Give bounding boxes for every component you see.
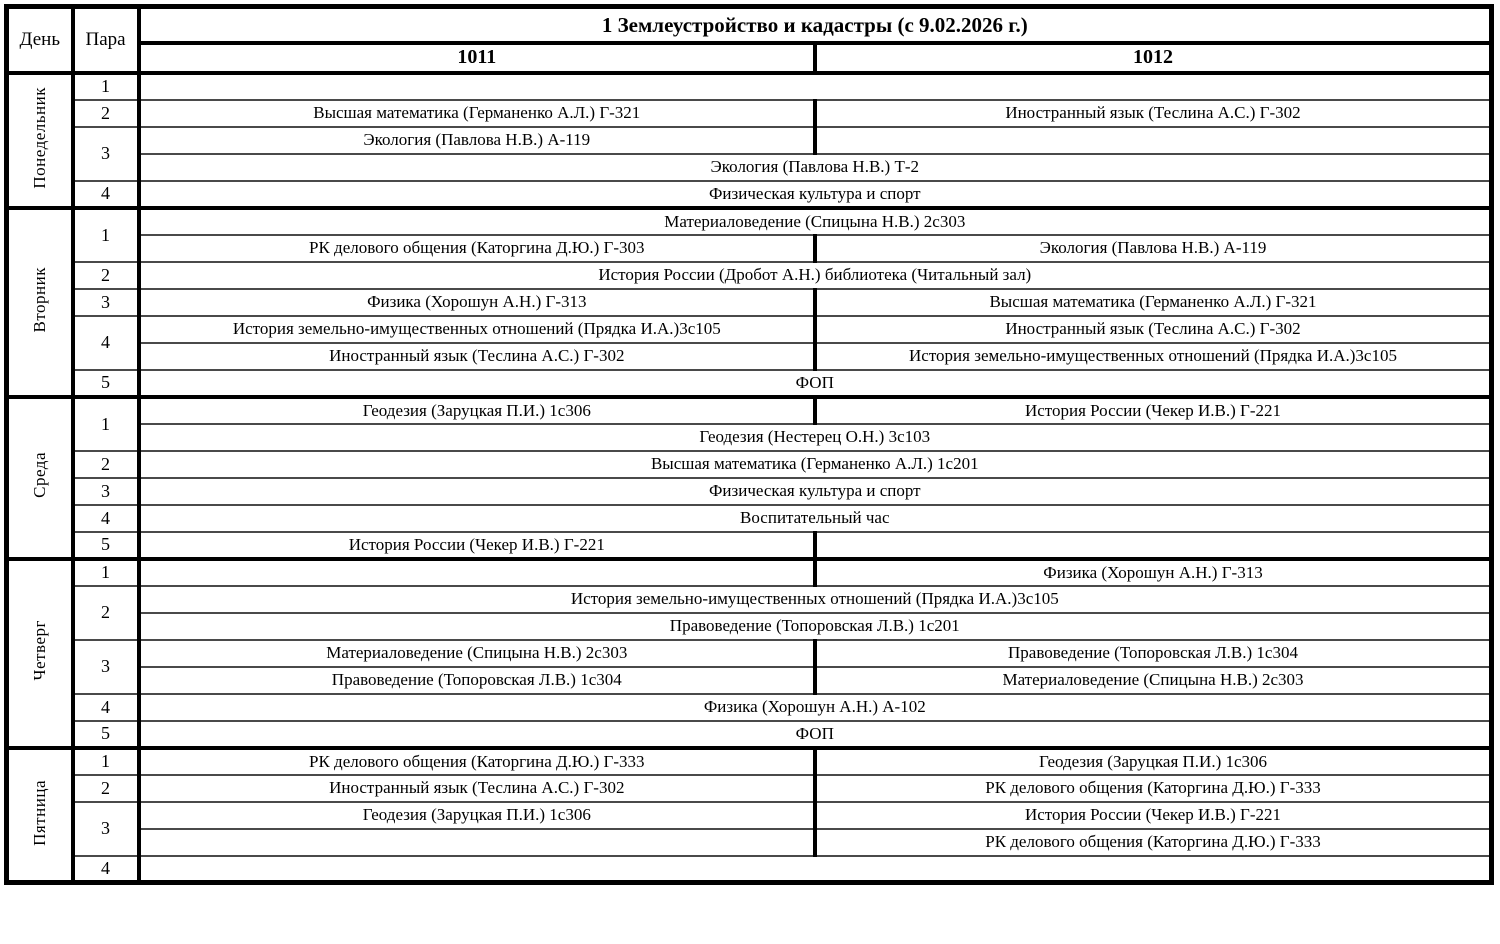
lesson-cell: Экология (Павлова Н.В.) А-119 — [139, 127, 815, 154]
pair-number: 2 — [73, 775, 139, 802]
pair-number: 1 — [73, 748, 139, 775]
pair-number: 1 — [73, 208, 139, 262]
pair-number: 3 — [73, 640, 139, 694]
pair-number: 3 — [73, 289, 139, 316]
pair-number: 2 — [73, 451, 139, 478]
lesson-cell: Иностранный язык (Теслина А.С.) Г-302 — [139, 775, 815, 802]
empty-lesson-cell — [139, 559, 815, 586]
lesson-cell: Физика (Хорошун А.Н.) А-102 — [139, 694, 1492, 721]
lesson-cell: История земельно-имущественных отношений (Прядка И.А.)3с105 — [139, 586, 1492, 613]
empty-lesson-cell — [139, 829, 815, 856]
pair-number: 2 — [73, 100, 139, 127]
pair-number: 5 — [73, 721, 139, 748]
pair-number: 4 — [73, 505, 139, 532]
schedule-table-container — [4, 4, 1494, 885]
pair-column-header: Пара — [73, 7, 139, 73]
day-cell — [7, 73, 73, 208]
timetable — [4, 4, 1494, 885]
pair-number: 3 — [73, 478, 139, 505]
lesson-cell: Иностранный язык (Теслина А.С.) Г-302 — [815, 100, 1492, 127]
lesson-cell: РК делового общения (Каторгина Д.Ю.) Г-333 — [815, 829, 1492, 856]
pair-number: 1 — [73, 559, 139, 586]
day-label: Четверг — [29, 620, 49, 681]
lesson-cell: История России (Чекер И.В.) Г-221 — [815, 397, 1492, 424]
lesson-cell: РК делового общения (Каторгина Д.Ю.) Г-303 — [139, 235, 815, 262]
lesson-cell: Высшая математика (Германенко А.Л.) 1с201 — [139, 451, 1492, 478]
group-header-1011: 1011 — [139, 43, 815, 73]
lesson-cell: ФОП — [139, 370, 1492, 397]
lesson-cell: Материаловедение (Спицына Н.В.) 2с303 — [139, 640, 815, 667]
lesson-cell: Правоведение (Топоровская Л.В.) 1с304 — [139, 667, 815, 694]
day-cell — [7, 208, 73, 397]
day-label: Понедельник — [29, 86, 49, 189]
pair-number: 4 — [73, 316, 139, 370]
lesson-cell: РК делового общения (Каторгина Д.Ю.) Г-333 — [815, 775, 1492, 802]
lesson-cell: История России (Дробот А.Н.) библиотека (Читальный зал) — [139, 262, 1492, 289]
pair-number: 5 — [73, 370, 139, 397]
lesson-cell: История земельно-имущественных отношений (Прядка И.А.)3с105 — [139, 316, 815, 343]
lesson-cell: Геодезия (Нестерец О.Н.) 3с103 — [139, 424, 1492, 451]
day-label: Среда — [29, 452, 49, 499]
lesson-cell: Геодезия (Заруцкая П.И.) 1с306 — [139, 802, 815, 829]
lesson-cell: Физика (Хорошун А.Н.) Г-313 — [815, 559, 1492, 586]
pair-number: 1 — [73, 73, 139, 100]
pair-number: 4 — [73, 694, 139, 721]
lesson-cell: Воспитательный час — [139, 505, 1492, 532]
lesson-cell: Геодезия (Заруцкая П.И.) 1с306 — [815, 748, 1492, 775]
lesson-cell: Физическая культура и спорт — [139, 478, 1492, 505]
lesson-cell: Материаловедение (Спицына Н.В.) 2с303 — [139, 208, 1492, 235]
pair-number: 2 — [73, 262, 139, 289]
day-label: Вторник — [29, 266, 49, 333]
lesson-cell: Высшая математика (Германенко А.Л.) Г-321 — [815, 289, 1492, 316]
lesson-cell: Правоведение (Топоровская Л.В.) 1с201 — [139, 613, 1492, 640]
lesson-cell: Материаловедение (Спицына Н.В.) 2с303 — [815, 667, 1492, 694]
lesson-cell: Экология (Павлова Н.В.) А-119 — [815, 235, 1492, 262]
day-cell — [7, 559, 73, 748]
lesson-cell: История России (Чекер И.В.) Г-221 — [815, 802, 1492, 829]
pair-number: 3 — [73, 127, 139, 181]
lesson-cell: Экология (Павлова Н.В.) Т-2 — [139, 154, 1492, 181]
schedule-title: 1 Землеустройство и кадастры (с 9.02.2026 г.) — [139, 7, 1492, 43]
day-cell — [7, 397, 73, 559]
lesson-cell: ФОП — [139, 721, 1492, 748]
pair-number: 5 — [73, 532, 139, 559]
lesson-cell: РК делового общения (Каторгина Д.Ю.) Г-333 — [139, 748, 815, 775]
lesson-cell: Правоведение (Топоровская Л.В.) 1с304 — [815, 640, 1492, 667]
pair-number: 4 — [73, 181, 139, 208]
group-header-1012: 1012 — [815, 43, 1492, 73]
day-label: Пятница — [29, 779, 49, 846]
empty-lesson-cell — [815, 127, 1492, 154]
empty-lesson-cell — [139, 856, 1492, 883]
lesson-cell: Физическая культура и спорт — [139, 181, 1492, 208]
lesson-cell: Геодезия (Заруцкая П.И.) 1с306 — [139, 397, 815, 424]
lesson-cell: Высшая математика (Германенко А.Л.) Г-321 — [139, 100, 815, 127]
lesson-cell: Иностранный язык (Теслина А.С.) Г-302 — [815, 316, 1492, 343]
pair-number: 4 — [73, 856, 139, 883]
day-cell — [7, 748, 73, 883]
pair-number: 1 — [73, 397, 139, 451]
lesson-cell: История России (Чекер И.В.) Г-221 — [139, 532, 815, 559]
lesson-cell: Иностранный язык (Теслина А.С.) Г-302 — [139, 343, 815, 370]
day-column-header: День — [7, 7, 73, 73]
empty-lesson-cell — [139, 73, 1492, 100]
lesson-cell: История земельно-имущественных отношений (Прядка И.А.)3с105 — [815, 343, 1492, 370]
lesson-cell: Физика (Хорошун А.Н.) Г-313 — [139, 289, 815, 316]
pair-number: 3 — [73, 802, 139, 856]
empty-lesson-cell — [815, 532, 1492, 559]
pair-number: 2 — [73, 586, 139, 640]
